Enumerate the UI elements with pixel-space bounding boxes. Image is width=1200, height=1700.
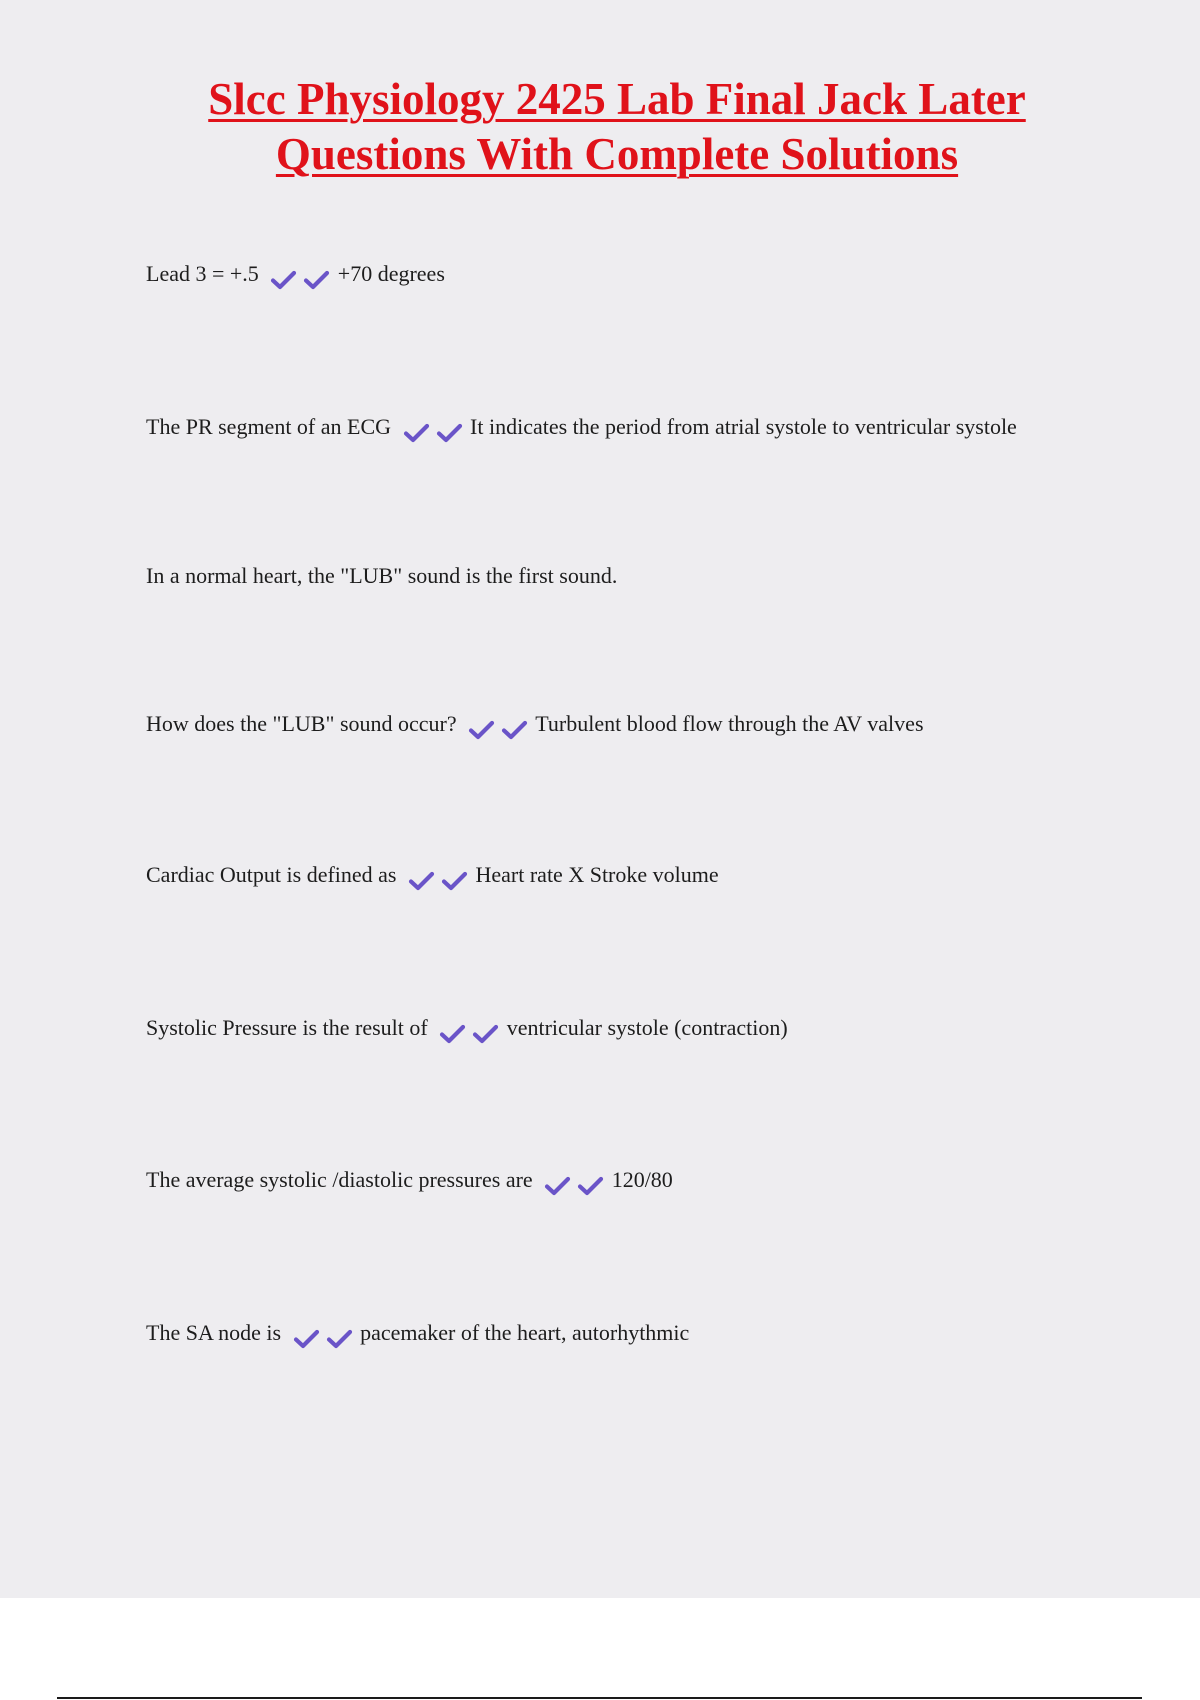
question-text: How does the "LUB" sound occur? (146, 711, 457, 736)
answer-text: pacemaker of the heart, autorhythmic (360, 1320, 690, 1345)
answer-text: +70 degrees (337, 261, 445, 286)
double-checkmark-icon (408, 866, 468, 892)
question-text: In a normal heart, the "LUB" sound is the first sound. (146, 563, 618, 588)
qa-item (146, 414, 1017, 444)
double-checkmark-icon (293, 1324, 353, 1350)
double-checkmark-icon (270, 265, 330, 291)
qa-item (146, 563, 617, 589)
qa-item (146, 261, 445, 291)
title-line-2: Questions With Complete Solutions (275, 129, 959, 179)
document-title (120, 72, 1114, 182)
question-text: The average systolic /diastolic pressures are (146, 1167, 533, 1192)
qa-item (146, 862, 719, 892)
double-checkmark-icon (544, 1171, 604, 1197)
answer-text: Heart rate X Stroke volume (475, 862, 719, 887)
answer-text: Turbulent blood flow through the AV valves (535, 711, 924, 736)
answer-text: It indicates the period from atrial systole to ventricular systole (470, 414, 1017, 439)
question-text: The PR segment of an ECG (146, 414, 392, 439)
answer-text: ventricular systole (contraction) (506, 1015, 788, 1040)
qa-item (146, 711, 924, 741)
qa-item (146, 1167, 673, 1197)
double-checkmark-icon (468, 715, 528, 741)
question-text: Systolic Pressure is the result of (146, 1015, 428, 1040)
question-text: The SA node is (146, 1320, 282, 1345)
question-text: Lead 3 = +.5 (146, 261, 259, 286)
qa-item (146, 1320, 689, 1350)
qa-item (146, 1015, 788, 1045)
title-line-1: Slcc Physiology 2425 Lab Final Jack Later (208, 74, 1026, 124)
footer-divider (57, 1697, 1142, 1699)
question-text: Cardiac Output is defined as (146, 862, 397, 887)
answer-text: 120/80 (611, 1167, 673, 1192)
double-checkmark-icon (439, 1019, 499, 1045)
double-checkmark-icon (403, 418, 463, 444)
